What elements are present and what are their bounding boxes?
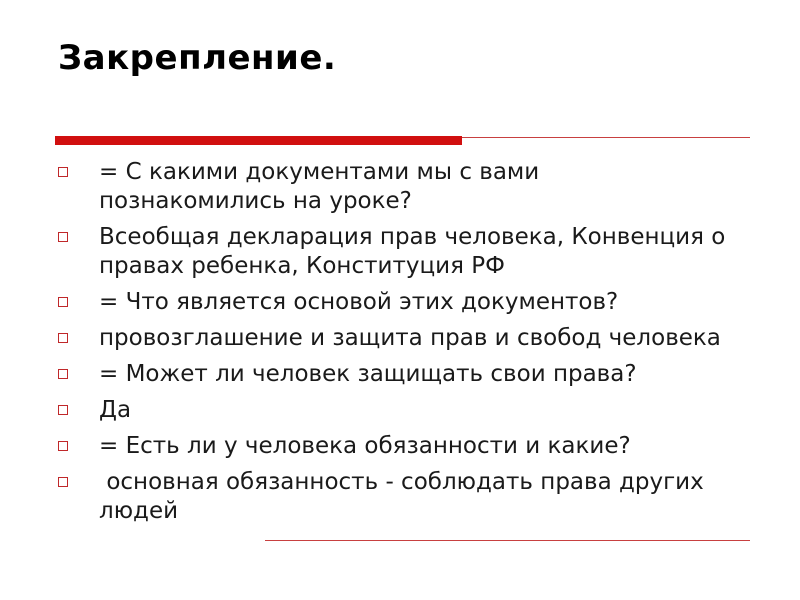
list-item [0, 360, 800, 389]
list-item-text: провозглашение и защита прав и свобод человека [99, 325, 721, 351]
bottom-divider [265, 540, 750, 541]
list-item-text: Да [99, 397, 132, 423]
square-bullet-icon [58, 369, 68, 379]
list-item [0, 158, 800, 216]
title-underline-thick [55, 136, 462, 145]
list-item-text: = Может ли человек защищать свои права? [99, 361, 637, 387]
list-item-text: = С какими документами мы с вами познакомились на уроке? [99, 159, 540, 214]
list-item [0, 223, 800, 281]
list-item-text: = Есть ли у человека обязанности и какие? [99, 433, 631, 459]
bullet-list [0, 158, 800, 533]
square-bullet-icon [58, 232, 68, 242]
title-underline-thin [462, 137, 750, 138]
list-item [0, 288, 800, 317]
square-bullet-icon [58, 167, 68, 177]
square-bullet-icon [58, 441, 68, 451]
list-item-text: = Что является основой этих документов? [99, 289, 619, 315]
list-item [0, 468, 800, 526]
square-bullet-icon [58, 477, 68, 487]
list-item-text: основная обязанность - соблюдать права других людей [99, 469, 712, 524]
list-item [0, 432, 800, 461]
list-item [0, 324, 800, 353]
square-bullet-icon [58, 333, 68, 343]
square-bullet-icon [58, 297, 68, 307]
list-item-text: Всеобщая декларация прав человека, Конвенция о правах ребенка, Конституция РФ [99, 224, 726, 279]
slide-title: Закрепление. [58, 38, 337, 78]
list-item [0, 396, 800, 425]
square-bullet-icon [58, 405, 68, 415]
